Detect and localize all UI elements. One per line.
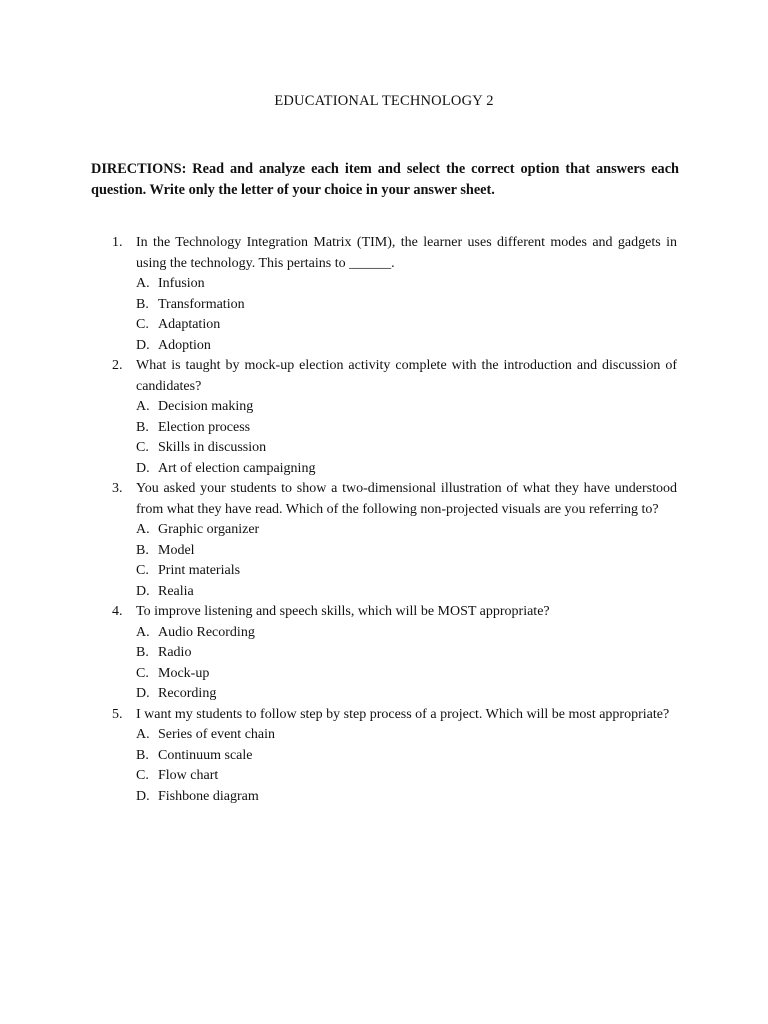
document-title: EDUCATIONAL TECHNOLOGY 2 xyxy=(274,93,494,109)
option-text: Adoption xyxy=(158,337,211,353)
option-letter: D. xyxy=(136,583,150,599)
option-letter: B. xyxy=(136,747,149,763)
option-list xyxy=(0,520,768,602)
option-text: Adaptation xyxy=(158,317,221,332)
option-item xyxy=(0,274,768,295)
question-number: 2. xyxy=(112,358,123,373)
question-text: I want my students to follow step by step process of a project. Which will be most appropriate? xyxy=(136,706,670,722)
option-list xyxy=(0,397,768,479)
option-text: Series of event chain xyxy=(158,727,276,742)
option-letter: A. xyxy=(136,624,150,640)
option-letter: A. xyxy=(136,276,150,291)
option-item xyxy=(0,438,768,459)
option-text: Infusion xyxy=(158,276,205,291)
question-3 xyxy=(0,479,768,602)
option-item xyxy=(0,766,768,787)
question-number: 1. xyxy=(112,235,123,250)
option-item xyxy=(0,397,768,418)
option-text: Flow chart xyxy=(158,768,219,783)
option-text: Model xyxy=(158,542,195,558)
question-text: To improve listening and speech skills, which will be MOST appropriate? xyxy=(136,604,550,619)
option-letter: B. xyxy=(136,645,149,660)
option-text: Radio xyxy=(158,645,192,660)
option-letter: B. xyxy=(136,296,149,312)
option-letter: A. xyxy=(136,522,150,537)
option-letter: C. xyxy=(136,768,149,783)
option-letter: C. xyxy=(136,440,149,455)
option-item xyxy=(0,459,768,480)
option-text: Mock-up xyxy=(158,665,210,681)
option-text: Realia xyxy=(158,583,194,599)
option-text: Skills in discussion xyxy=(158,440,267,455)
option-item xyxy=(0,561,768,582)
option-text: Art of election campaigning xyxy=(158,460,316,476)
option-letter: D. xyxy=(136,788,150,804)
option-list xyxy=(0,274,768,356)
option-text: Decision making xyxy=(158,399,254,414)
option-list xyxy=(0,623,768,705)
question-text: In the Technology Integration Matrix (TIM), the learner uses different modes and gadgets in using the technology. This pertains to ______. xyxy=(136,235,677,271)
option-letter: D. xyxy=(136,686,150,701)
option-letter: B. xyxy=(136,419,149,435)
option-letter: D. xyxy=(136,337,150,353)
option-letter: C. xyxy=(136,317,149,332)
question-2 xyxy=(0,356,768,479)
option-letter: C. xyxy=(136,563,149,578)
question-number: 4. xyxy=(112,604,123,619)
question-4 xyxy=(0,602,768,705)
option-text: Continuum scale xyxy=(158,747,253,763)
option-item xyxy=(0,643,768,664)
option-item xyxy=(0,725,768,746)
option-item xyxy=(0,664,768,685)
option-text: Election process xyxy=(158,419,251,435)
option-letter: A. xyxy=(136,727,150,742)
option-letter: D. xyxy=(136,460,150,476)
option-item xyxy=(0,684,768,705)
question-5 xyxy=(0,705,768,808)
question-text: What is taught by mock-up election activity complete with the introduction and discussion of candidates? xyxy=(136,358,677,394)
option-item xyxy=(0,541,768,562)
option-letter: B. xyxy=(136,542,149,558)
option-text: Fishbone diagram xyxy=(158,788,259,804)
option-item xyxy=(0,295,768,316)
question-1 xyxy=(0,233,768,356)
option-text: Audio Recording xyxy=(158,624,255,640)
option-item xyxy=(0,582,768,603)
option-item xyxy=(0,623,768,644)
option-item xyxy=(0,336,768,357)
question-number: 5. xyxy=(112,706,123,722)
directions-text: DIRECTIONS: Read and analyze each item and select the correct option that answers each question. Write only the letter of your choice in your answer sheet. xyxy=(91,161,679,198)
question-number: 3. xyxy=(112,481,123,496)
option-text: Recording xyxy=(158,686,217,701)
option-item xyxy=(0,787,768,808)
option-text: Print materials xyxy=(158,563,241,578)
option-item xyxy=(0,520,768,541)
question-list xyxy=(0,233,768,807)
question-text: You asked your students to show a two-dimensional illustration of what they have understood from what they have read. Which of the following non-projected visuals are you referring to? xyxy=(136,481,677,517)
option-item xyxy=(0,746,768,767)
option-text: Graphic organizer xyxy=(158,522,260,537)
option-text: Transformation xyxy=(158,296,245,312)
option-list xyxy=(0,725,768,807)
option-letter: C. xyxy=(136,665,149,681)
option-item xyxy=(0,418,768,439)
option-letter: A. xyxy=(136,399,150,414)
option-item xyxy=(0,315,768,336)
